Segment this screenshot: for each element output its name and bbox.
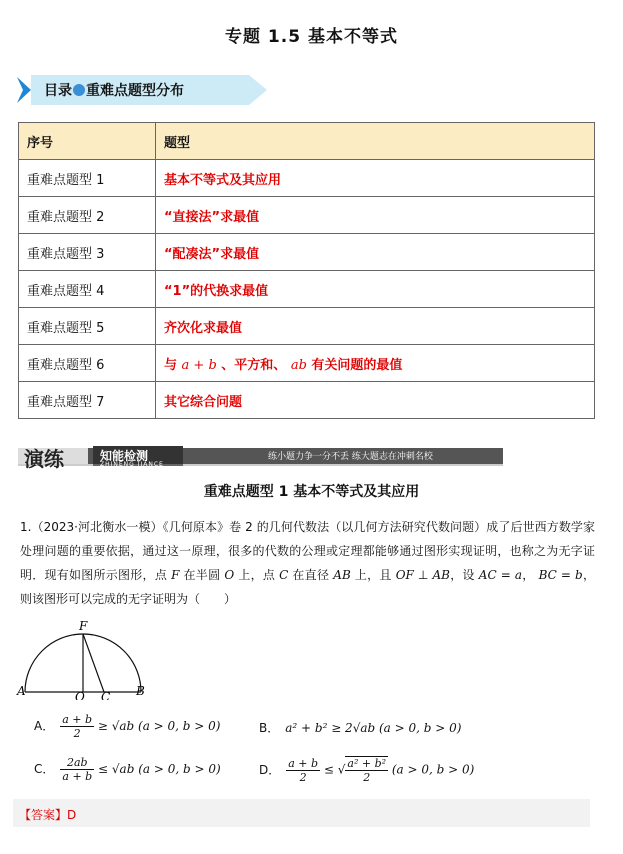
label-a: A xyxy=(17,684,26,698)
toc-topic: “直接法”求最值 xyxy=(156,197,595,234)
toc-topic: 基本不等式及其应用 xyxy=(156,160,595,197)
option-c[interactable]: C． $\frac{2ab}{a + b}$ ≤ √ab (a > 0, b > 0) xyxy=(34,756,221,783)
table-row xyxy=(19,345,595,382)
toc-topic: “1”的代换求最值 xyxy=(156,271,595,308)
option-d[interactable]: D． $\frac{a + b}{2}$ ≤ √ $\frac{\text{a² + b²}}{2}$ (a > 0, b > 0) xyxy=(259,756,475,784)
answer-text: 【答案】D xyxy=(19,808,77,822)
toc-header-topic: 题型 xyxy=(156,123,595,160)
toc-num: 重难点题型 1 xyxy=(19,160,156,197)
toc-num: 重难点题型 3 xyxy=(19,234,156,271)
toc-topic: 其它综合问题 xyxy=(156,382,595,419)
page-title: 专题 1.5 基本不等式 xyxy=(225,27,398,47)
banner-prefix: 目录 xyxy=(44,83,72,99)
toc-num: 重难点题型 5 xyxy=(19,308,156,345)
toc-num: 重难点题型 7 xyxy=(19,382,156,419)
chevron-right-icon xyxy=(17,77,31,103)
label-f: F xyxy=(79,619,88,633)
banner-suffix: 重难点题型分布 xyxy=(86,83,184,99)
toc-header-num: 序号 xyxy=(19,123,156,160)
bullet-icon xyxy=(73,84,85,96)
toc-num: 重难点题型 2 xyxy=(19,197,156,234)
toc-table xyxy=(18,122,595,419)
table-row xyxy=(19,197,595,234)
option-a[interactable]: A． $\frac{a + b}{2}$ ≥ √ab (a > 0, b > 0) xyxy=(34,713,221,740)
fc-line xyxy=(83,634,104,692)
answer-box xyxy=(13,799,590,827)
label-c: C xyxy=(101,690,111,700)
toc-topic: 与 a + b 、平方和、 ab 有关问题的最值 xyxy=(156,345,595,382)
toc-num: 重难点题型 6 xyxy=(19,345,156,382)
practice-slogan: 练小题力争一分不丢 练大题志在冲刺名校 xyxy=(268,452,433,462)
toc-num: 重难点题型 4 xyxy=(19,271,156,308)
toc-banner xyxy=(17,75,267,105)
toc-header-row xyxy=(19,123,595,160)
label-b: B xyxy=(136,684,145,698)
practice-badge-sub: ZHINENG JIANCE xyxy=(100,461,164,468)
toc-topic: “配凑法”求最值 xyxy=(156,234,595,271)
semicircle-figure xyxy=(15,615,145,700)
table-row xyxy=(19,271,595,308)
label-o: O xyxy=(75,690,85,700)
practice-label: 演练 xyxy=(24,447,64,471)
table-row xyxy=(19,382,595,419)
section-title: 重难点题型 1 基本不等式及其应用 xyxy=(203,484,420,500)
table-row xyxy=(19,308,595,345)
practice-bar xyxy=(18,446,503,471)
table-row xyxy=(19,234,595,271)
question-text: 1.（2023·河北衡水一模）《几何原本》卷 2 的几何代数法（以几何方法研究代数问题）成了后世西方数学家处理问题的重要依据，通过这一原理，很多的代数的公理或定理都能够通过图形实现证明，也称之为无字证明．现有如图所示图形，点 F 在半圆 O 上，点 C 在直径 AB 上，且 OF ⊥ AB，设 AC = a， BC = b， 则该图形可以完成的无字证明为（ ） xyxy=(20,520,595,606)
practice-badge: 知能检测 xyxy=(100,449,149,463)
option-b[interactable]: B． a² + b² ≥ 2√ab (a > 0, b > 0) xyxy=(259,721,462,735)
table-row xyxy=(19,160,595,197)
toc-topic: 齐次化求最值 xyxy=(156,308,595,345)
